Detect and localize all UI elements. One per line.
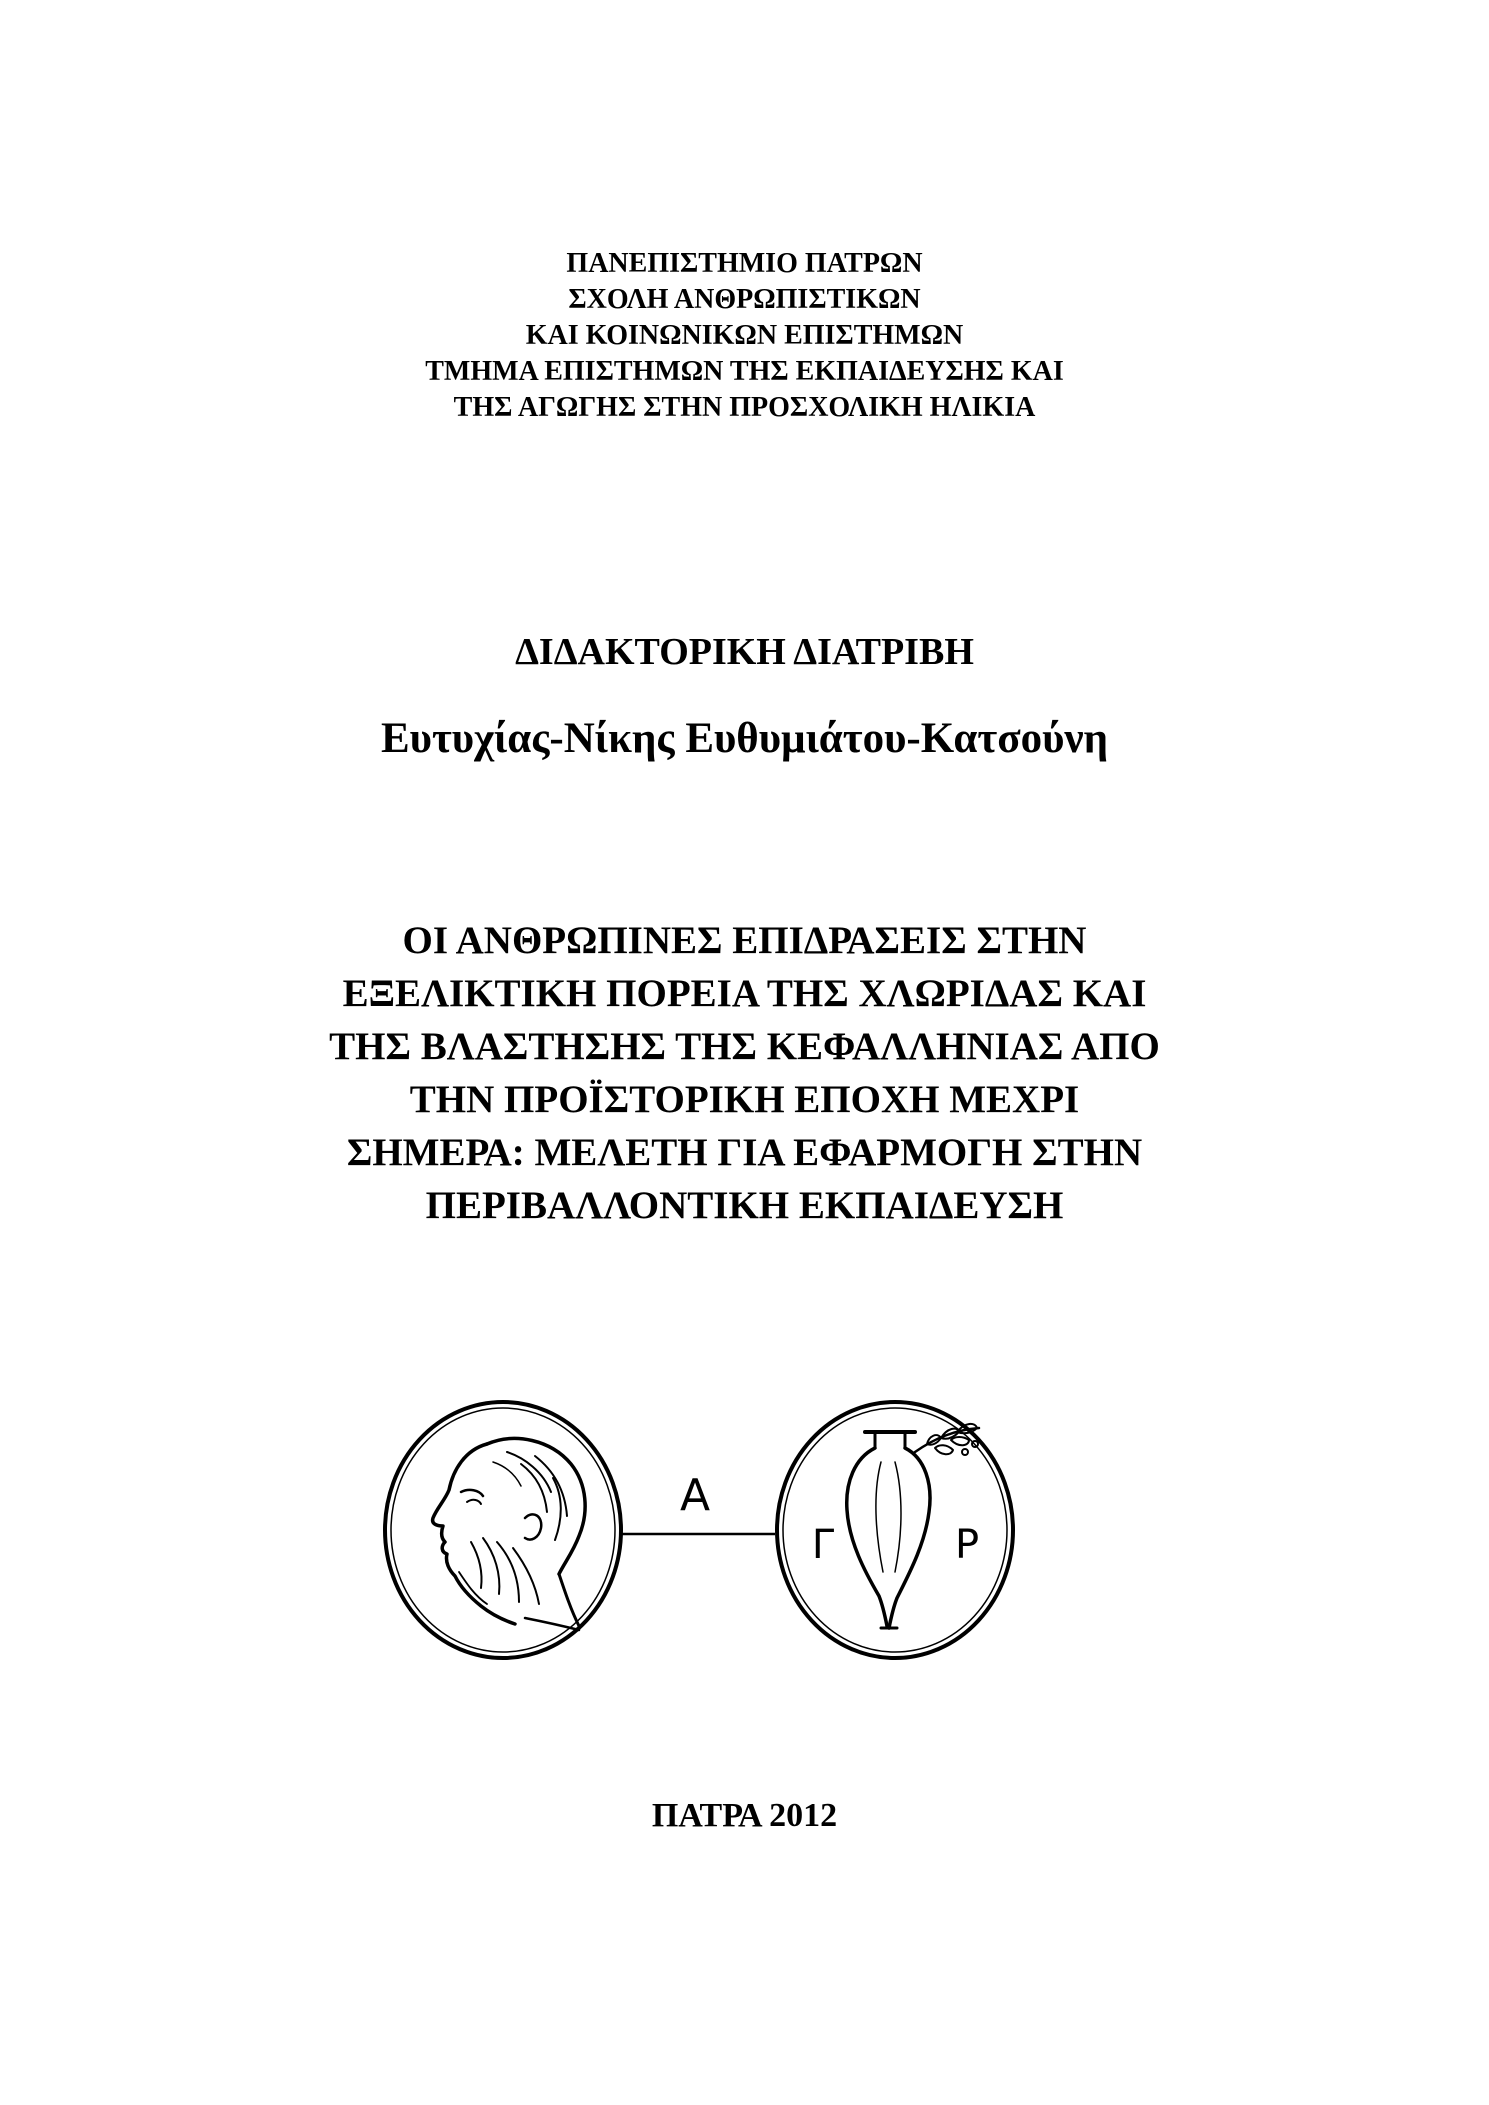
title-line: ΕΞΕΛΙΚΤΙΚΗ ΠΟΡΕΙΑ ΤΗΣ ΧΛΩΡΙΔΑΣ ΚΑΙ [342,972,1147,1015]
author-name: Ευτυχίας-Νίκης Ευθυμιάτου-Κατσούνη [380,715,1109,762]
ancient-coins-illustration [375,1392,1120,1672]
coin-reverse-right-letter: Ρ [954,1522,980,1568]
coin-reverse-left-letter: Γ [811,1522,835,1568]
institution-line: ΤΜΗΜΑ ΕΠΙΣΤΗΜΩΝ ΤΗΣ ΕΚΠΑΙΔΕΥΣΗΣ ΚΑΙ [425,356,1064,387]
institution-line: ΣΧΟΛΗ ΑΝΘΡΩΠΙΣΤΙΚΩΝ [568,284,921,315]
title-line: ΟΙ ΑΝΘΡΩΠΙΝΕΣ ΕΠΙΔΡΑΣΕΙΣ ΣΤΗΝ [402,919,1087,962]
title-line: ΤΗΣ ΒΛΑΣΤΗΣΗΣ ΤΗΣ ΚΕΦΑΛΛΗΝΙΑΣ ΑΠΟ [329,1025,1160,1068]
coin-center-mark: Α [679,1470,711,1521]
document-type-heading: ΔΙΔΑΚΤΟΡΙΚΗ ΔΙΑΤΡΙΒΗ [515,631,974,673]
institution-line: ΚΑΙ ΚΟΙΝΩΝΙΚΩΝ ΕΠΙΣΤΗΜΩΝ [525,320,964,351]
thesis-title [0,914,1489,1232]
institution-line: ΤΗΣ ΑΓΩΓΗΣ ΣΤΗΝ ΠΡΟΣΧΟΛΙΚΗ ΗΛΙΚΙΑ [453,392,1036,423]
title-line: ΠΕΡΙΒΑΛΛΟΝΤΙΚΗ ΕΚΠΑΙΔΕΥΣΗ [425,1184,1064,1227]
title-line: ΣΗΜΕΡΑ: ΜΕΛΕΤΗ ΓΙΑ ΕΦΑΡΜΟΓΗ ΣΤΗΝ [346,1131,1143,1174]
title-line: ΤΗΝ ΠΡΟΪΣΤΟΡΙΚΗ ΕΠΟΧΗ ΜΕΧΡΙ [409,1078,1080,1121]
coin-obverse [385,1402,621,1658]
place-and-year: ΠΑΤΡΑ 2012 [651,1797,838,1834]
institution-line: ΠΑΝΕΠΙΣΤΗΜΙΟ ΠΑΤΡΩΝ [566,248,923,279]
institution-header [0,246,1489,426]
